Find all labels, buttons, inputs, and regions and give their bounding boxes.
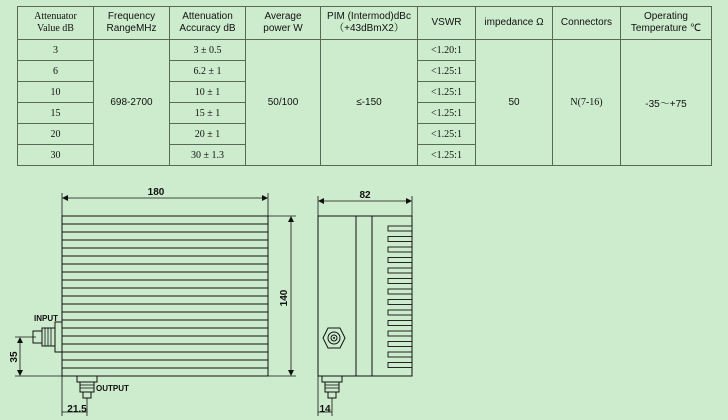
accuracy-cell: 10 ± 1 <box>170 82 246 103</box>
fin-slot <box>388 247 412 252</box>
connector-pin <box>83 392 91 398</box>
attenuator-value-cell: 10 <box>18 82 94 103</box>
side-offset-label: 14 <box>319 404 331 415</box>
accuracy-cell: 30 ± 1.3 <box>170 145 246 166</box>
header-line: Accuracy dB <box>179 23 236 34</box>
fin-slot <box>388 300 412 305</box>
front-height-label: 140 <box>279 289 290 307</box>
connector-flange <box>77 376 97 382</box>
side-connector <box>323 328 345 348</box>
accuracy-cell: 20 ± 1 <box>170 124 246 145</box>
vswr-cell: <1.25:1 <box>418 124 476 145</box>
attenuator-value-cell: 3 <box>18 40 94 61</box>
output-connector <box>77 376 97 398</box>
header-line: power W <box>263 23 303 34</box>
accuracy-cell: 15 ± 1 <box>170 103 246 124</box>
fin-slot <box>388 237 412 242</box>
connector-center-pin <box>333 337 335 339</box>
fin-slot <box>388 258 412 263</box>
output-label: OUTPUT <box>96 384 129 393</box>
header-line: Operating <box>644 11 688 22</box>
fin-slot <box>388 268 412 273</box>
connector-body <box>325 382 339 392</box>
header-line: impedance Ω <box>484 17 544 28</box>
connector-body <box>42 328 55 346</box>
pim-cell: ≤-150 <box>321 40 418 166</box>
fin-slot <box>388 310 412 315</box>
header-line: （+43dBmX2） <box>334 23 404 34</box>
fin-slot <box>388 279 412 284</box>
fin-slot <box>388 226 412 231</box>
header-line: VSWR <box>431 17 462 28</box>
input-label: INPUT <box>34 314 58 323</box>
front-view <box>9 187 296 416</box>
connector-flange <box>55 322 62 352</box>
header-line: RangeMHz <box>106 23 157 34</box>
vswr-cell: <1.25:1 <box>418 145 476 166</box>
vswr-cell: <1.25:1 <box>418 82 476 103</box>
attenuator-value-cell: 15 <box>18 103 94 124</box>
side-width-label: 82 <box>359 190 371 201</box>
attenuator-value-cell: 30 <box>18 145 94 166</box>
header-line: Frequency <box>107 11 156 22</box>
header-line: Value dB <box>37 23 74 34</box>
side-view <box>318 190 412 416</box>
vswr-cell: <1.25:1 <box>418 61 476 82</box>
fin-slot <box>388 363 412 368</box>
fin-slot <box>388 289 412 294</box>
connector-pin <box>328 392 336 398</box>
connector-flange <box>322 376 342 382</box>
header-line: Temperature ℃ <box>630 23 702 34</box>
front-width-label: 180 <box>147 187 165 198</box>
output-offset-label: 21.5 <box>67 404 87 415</box>
side-bottom-connector <box>322 376 342 398</box>
header-line: Attenuator <box>34 11 77 22</box>
vswr-cell: <1.25:1 <box>418 103 476 124</box>
fin-slot <box>388 342 412 347</box>
accuracy-cell: 3 ± 0.5 <box>170 40 246 61</box>
input-height-label: 35 <box>9 351 20 363</box>
accuracy-cell: 6.2 ± 1 <box>170 61 246 82</box>
vswr-cell: <1.20:1 <box>418 40 476 61</box>
input-connector <box>33 322 62 352</box>
fin-slot <box>388 331 412 336</box>
power-cell: 50/100 <box>246 40 321 166</box>
attenuator-value-cell: 20 <box>18 124 94 145</box>
fin-slot <box>388 321 412 326</box>
header-line: Connectors <box>560 17 613 28</box>
header-line: PIM (Intermod)dBc <box>327 11 411 22</box>
connector-body <box>80 382 94 392</box>
fin-slot <box>388 352 412 357</box>
header-line: Attenuation <box>182 11 233 22</box>
frequency-cell: 698-2700 <box>94 40 170 166</box>
header-line: Average <box>264 11 302 22</box>
connectors-cell: N(7-16) <box>553 40 621 166</box>
temperature-cell: -35～+75 <box>621 40 712 166</box>
impedance-cell: 50 <box>476 40 553 166</box>
attenuator-value-cell: 6 <box>18 61 94 82</box>
